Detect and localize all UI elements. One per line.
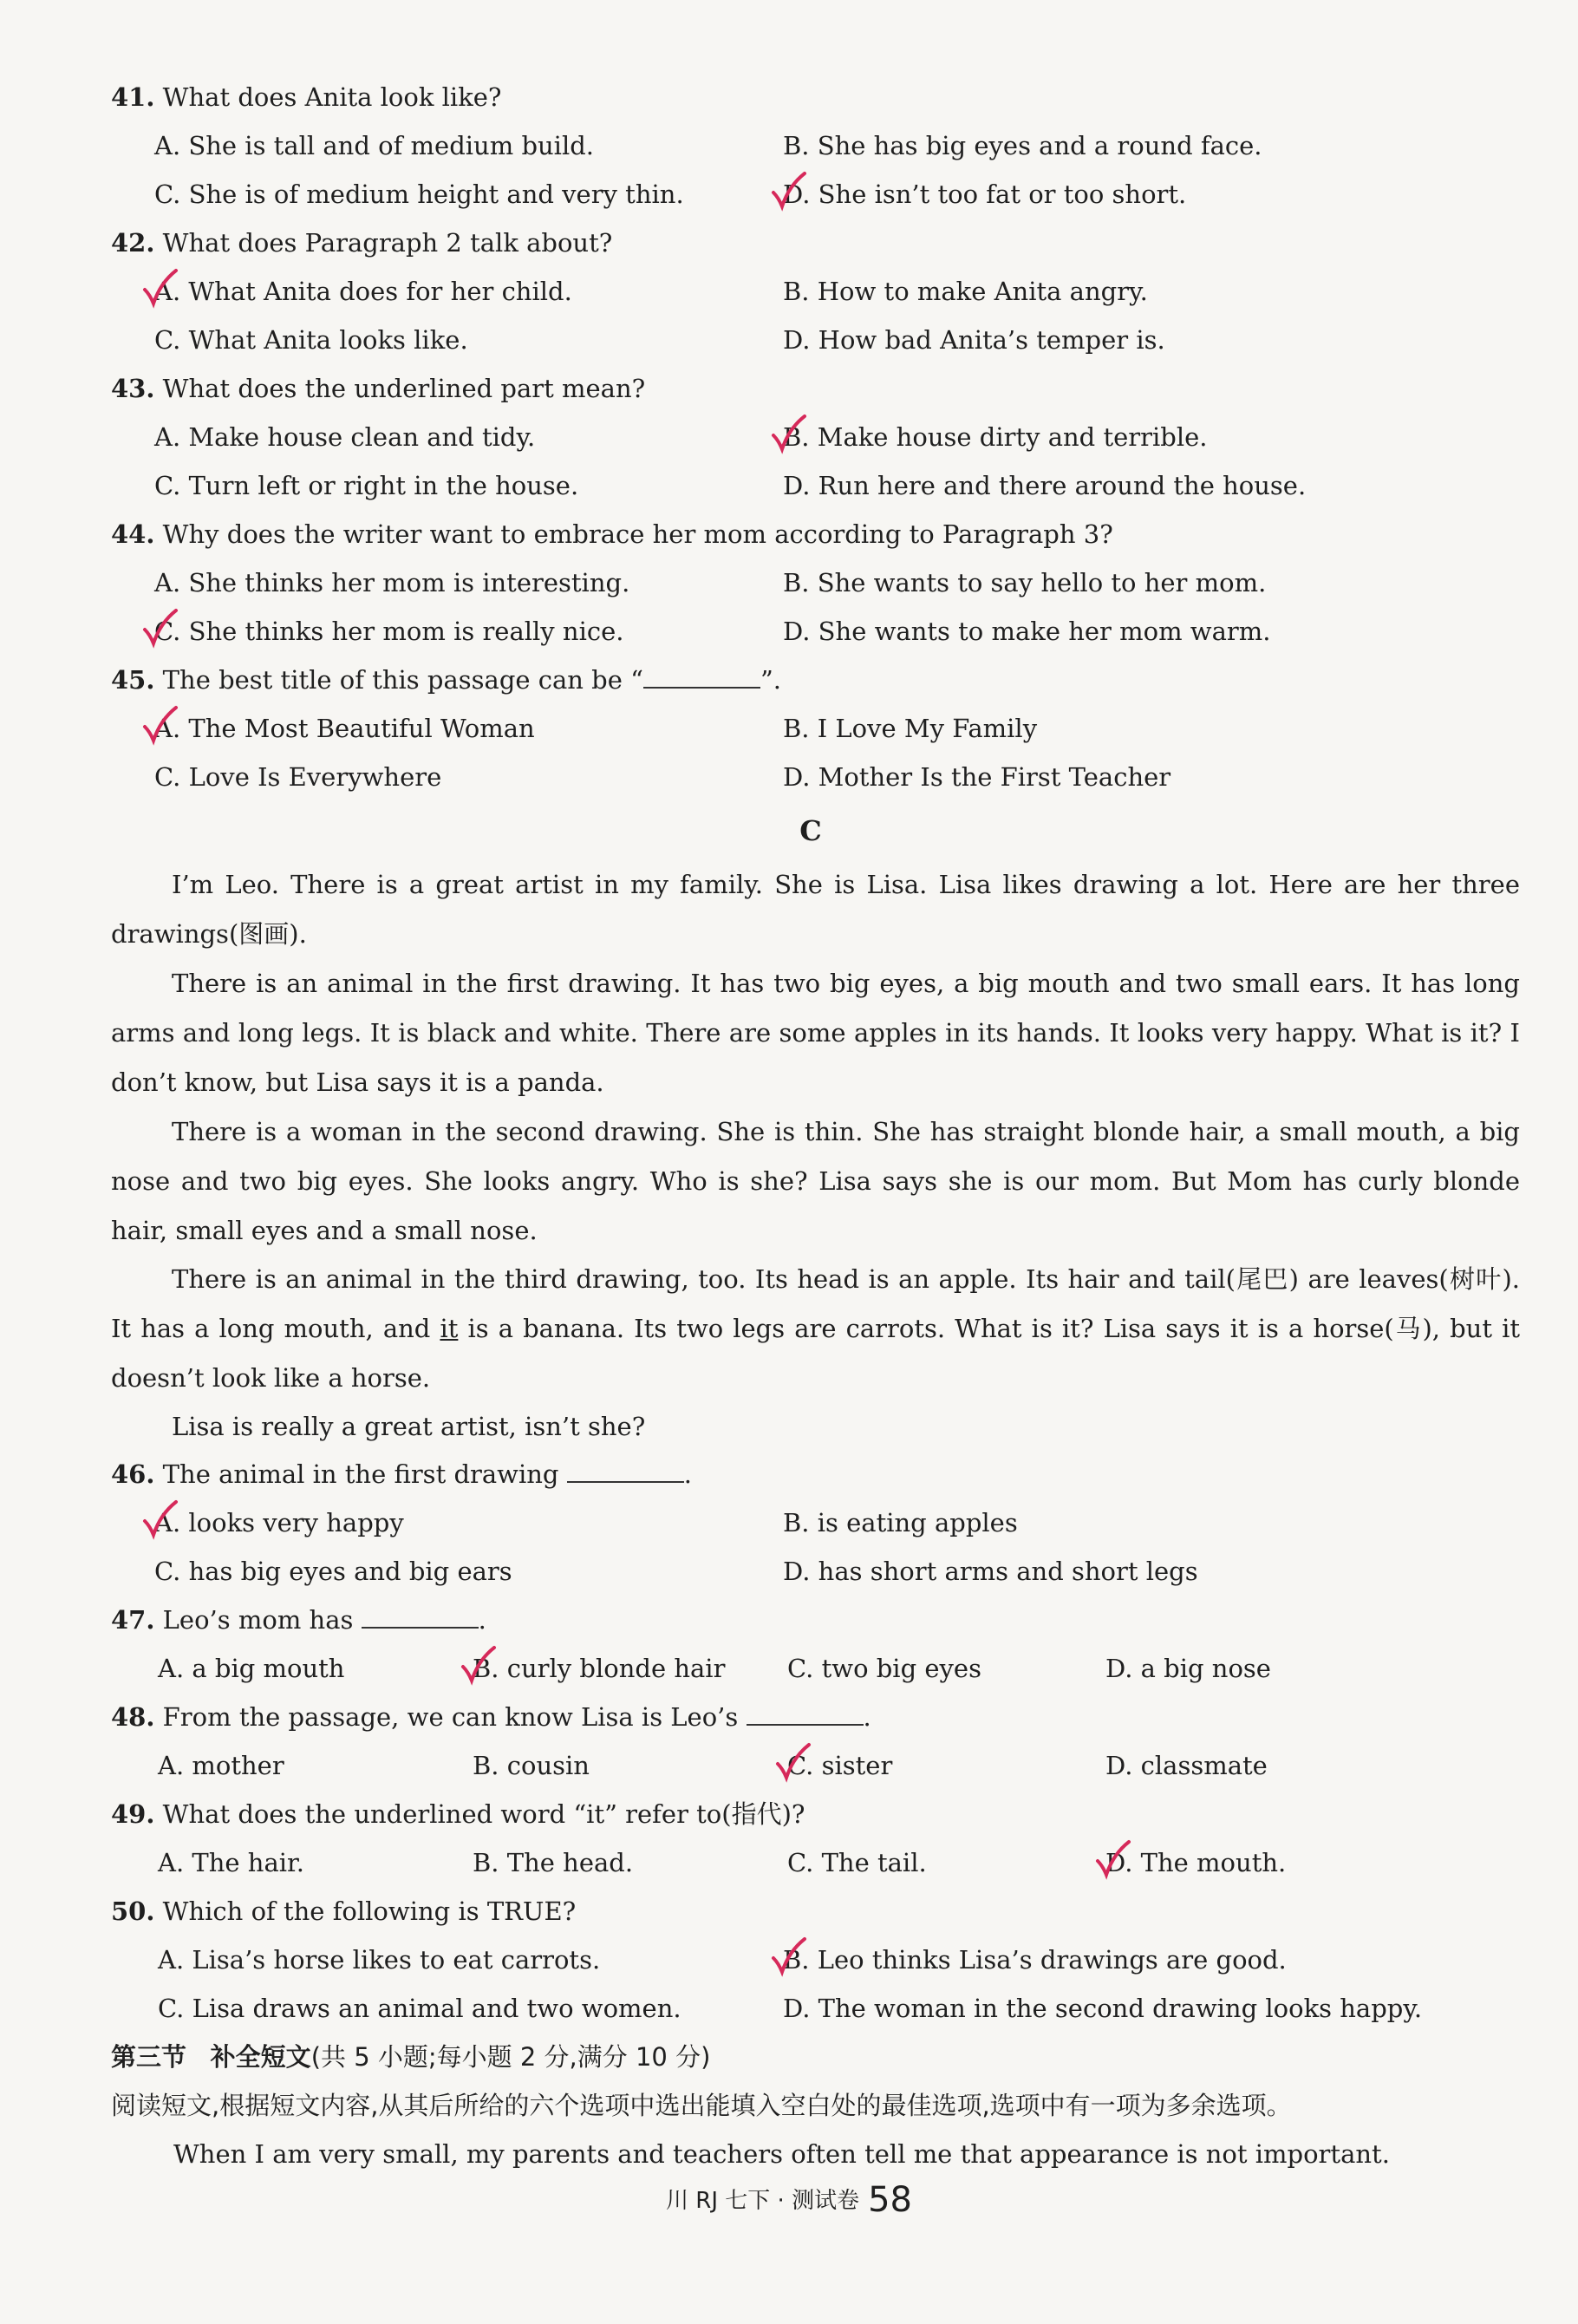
q41-option-d[interactable]: D. She isn’t too fat or too short.	[783, 180, 1187, 209]
check-mark-icon	[770, 1936, 808, 1977]
q43-option-b[interactable]: B. Make house dirty and terrible.	[783, 422, 1208, 452]
page-footer: 川 RJ 七下 · 测试卷 58	[666, 2180, 912, 2220]
q49-option-a[interactable]: A. The hair.	[158, 1848, 304, 1877]
q45-option-c[interactable]: C. Love Is Everywhere	[154, 762, 442, 792]
underlined-it: it	[440, 1314, 459, 1343]
q45-option-d[interactable]: D. Mother Is the First Teacher	[783, 762, 1171, 792]
check-mark-icon	[141, 607, 179, 649]
q42-option-c[interactable]: C. What Anita looks like.	[154, 325, 468, 355]
q49-option-c[interactable]: C. The tail.	[787, 1848, 927, 1877]
q41-option-c[interactable]: C. She is of medium height and very thin.	[154, 180, 684, 209]
q46-option-c[interactable]: C. has big eyes and big ears	[154, 1557, 512, 1586]
check-mark-icon	[770, 413, 808, 454]
q48-option-d[interactable]: D. classmate	[1105, 1751, 1268, 1780]
check-mark-icon	[770, 170, 808, 212]
q42-option-d[interactable]: D. How bad Anita’s temper is.	[783, 325, 1165, 355]
q43-option-d[interactable]: D. Run here and there around the house.	[783, 471, 1307, 500]
question-49: 49. What does the underlined word “it” refer to(指代)?	[111, 1799, 805, 1829]
question-41: 41. What does Anita look like?	[111, 82, 502, 112]
passage-paragraph-5: Lisa is really a great artist, isn’t she?	[172, 1412, 646, 1441]
q49-option-b[interactable]: B. The head.	[473, 1848, 634, 1877]
section-3-heading: 第三节 补全短文(共 5 小题;每小题 2 分,满分 10 分)	[111, 2042, 711, 2072]
passage-paragraph-1: I’m Leo. There is a great artist in my family. She is Lisa. Lisa likes drawing a lot. Here are her three drawings(图画).	[111, 870, 1520, 949]
q48-option-b[interactable]: B. cousin	[473, 1751, 590, 1780]
question-43: 43. What does the underlined part mean?	[111, 374, 646, 403]
q46-option-d[interactable]: D. has short arms and short legs	[783, 1557, 1198, 1586]
answer-blank	[643, 666, 760, 689]
check-mark-icon	[141, 704, 179, 746]
q47-option-c[interactable]: C. two big eyes	[787, 1654, 981, 1683]
passage-paragraph-4: There is an animal in the third drawing, too. Its head is an apple. Its hair and tail(尾巴) are leaves(树叶). It has a long mouth, and it is a banana. Its two legs are carrots. What is it? Lisa says it is a horse(马), but it doesn’t look like a horse.	[111, 1264, 1520, 1393]
check-mark-icon	[774, 1741, 812, 1783]
q42-option-b[interactable]: B. How to make Anita angry.	[783, 277, 1148, 306]
section-3-first-line: When I am very small, my parents and teachers often tell me that appearance is not important.	[173, 2139, 1390, 2169]
q41-option-b[interactable]: B. She has big eyes and a round face.	[783, 131, 1262, 160]
check-mark-icon	[1094, 1838, 1132, 1880]
question-42: 42. What does Paragraph 2 talk about?	[111, 228, 613, 258]
q41-option-a[interactable]: A. She is tall and of medium build.	[154, 131, 595, 160]
answer-blank	[747, 1703, 864, 1726]
q47-option-d[interactable]: D. a big nose	[1105, 1654, 1271, 1683]
q47-option-a[interactable]: A. a big mouth	[158, 1654, 345, 1683]
q50-option-a[interactable]: A. Lisa’s horse likes to eat carrots.	[158, 1945, 601, 1975]
q44-option-d[interactable]: D. She wants to make her mom warm.	[783, 617, 1271, 646]
q48-option-a[interactable]: A. mother	[158, 1751, 284, 1780]
section-c-heading: C	[799, 814, 822, 847]
question-44: 44. Why does the writer want to embrace her mom according to Paragraph 3?	[111, 519, 1113, 549]
q46-option-a[interactable]: A. looks very happy	[154, 1508, 404, 1537]
answer-blank	[362, 1606, 479, 1629]
check-mark-icon	[141, 1498, 179, 1540]
page-number: 58	[868, 2180, 912, 2220]
q50-option-b[interactable]: B. Leo thinks Lisa’s drawings are good.	[783, 1945, 1287, 1975]
passage-paragraph-3: There is a woman in the second drawing. She is thin. She has straight blonde hair, a small mouth, a big nose and two big eyes. She looks angry. Who is she? Lisa says she is our mom. But Mom has curly blonde hair, small eyes and a small nose.	[111, 1117, 1520, 1245]
q44-option-a[interactable]: A. She thinks her mom is interesting.	[154, 568, 630, 597]
question-46: 46. The animal in the first drawing .	[111, 1459, 692, 1489]
q43-option-a[interactable]: A. Make house clean and tidy.	[154, 422, 536, 452]
q44-option-c[interactable]: C. She thinks her mom is really nice.	[154, 617, 624, 646]
q45-option-b[interactable]: B. I Love My Family	[783, 714, 1038, 743]
q42-option-a[interactable]: A. What Anita does for her child.	[154, 277, 572, 306]
question-50: 50. Which of the following is TRUE?	[111, 1896, 577, 1926]
check-mark-icon	[460, 1644, 498, 1686]
q47-option-b[interactable]: B. curly blonde hair	[473, 1654, 726, 1683]
q50-option-d[interactable]: D. The woman in the second drawing looks happy.	[783, 1994, 1423, 2023]
check-mark-icon	[141, 267, 179, 309]
q43-option-c[interactable]: C. Turn left or right in the house.	[154, 471, 579, 500]
answer-blank	[567, 1460, 684, 1483]
question-48: 48. From the passage, we can know Lisa is Leo’s .	[111, 1702, 871, 1732]
question-45: 45. The best title of this passage can be “ ”.	[111, 665, 782, 695]
passage-paragraph-2: There is an animal in the first drawing. It has two big eyes, a big mouth and two small ears. It has long arms and long legs. It is black and white. There are some apples in its hands. It looks very happy. What is it? I don’t know, but Lisa says it is a panda.	[111, 969, 1520, 1097]
q49-option-d[interactable]: D. The mouth.	[1105, 1848, 1287, 1877]
section-3-instruction: 阅读短文,根据短文内容,从其后所给的六个选项中选出能填入空白处的最佳选项,选项中有一项为多余选项。	[111, 2091, 1292, 2120]
q50-option-c[interactable]: C. Lisa draws an animal and two women.	[158, 1994, 681, 2023]
q44-option-b[interactable]: B. She wants to say hello to her mom.	[783, 568, 1267, 597]
q48-option-c[interactable]: C. sister	[787, 1751, 893, 1780]
q46-option-b[interactable]: B. is eating apples	[783, 1508, 1018, 1537]
q45-option-a[interactable]: A. The Most Beautiful Woman	[154, 714, 535, 743]
question-47: 47. Leo’s mom has .	[111, 1605, 486, 1635]
